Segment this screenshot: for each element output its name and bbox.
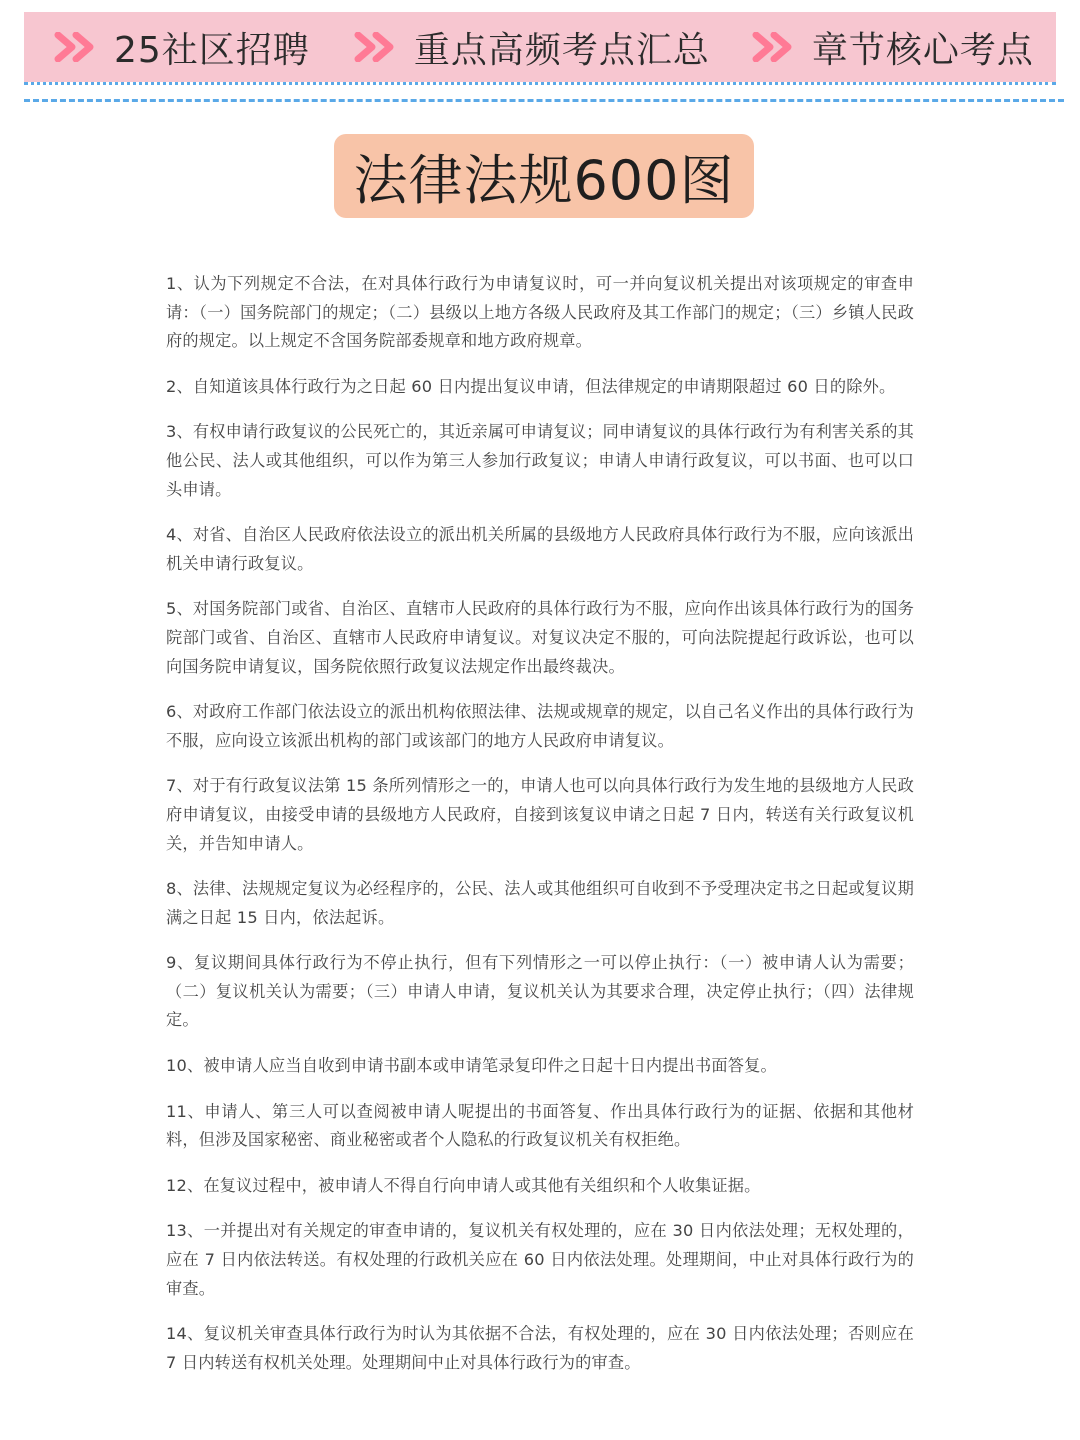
list-item: 8、法律、法规规定复议为必经程序的，公民、法人或其他组织可自收到不予受理决定书之日起或复议期满之日起 15 日内，依法起诉。 <box>166 879 914 927</box>
list-item: 4、对省、自治区人民政府依法设立的派出机关所属的县级地方人民政府具体行政行为不服，应向该派出机关申请行政复议。 <box>166 525 914 573</box>
header-item-chapter <box>752 12 1034 82</box>
list-item: 12、在复议过程中，被申请人不得自行向申请人或其他有关组织和个人收集证据。 <box>166 1175 761 1195</box>
header-dotted-divider <box>24 82 1056 85</box>
list-item: 2、自知道该具体行政行为之日起 60 日内提出复议申请，但法律规定的申请期限超过 60 日的除外。 <box>166 376 896 396</box>
header-dashed-divider <box>24 99 1064 102</box>
list-item: 3、有权申请行政复议的公民死亡的，其近亲属可申请复议；同申请复议的具体行政行为有利害关系的其他公民、法人或其他组织，可以作为第三人参加行政复议；申请人申请行政复议，可以书面、也可以口头申请。 <box>166 422 914 499</box>
list-item: 13、一并提出对有关规定的审查申请的，复议机关有权处理的，应在 30 日内依法处理；无权处理的，应在 7 日内依法转送。有权处理的行政机关应在 60 日内依法处理。处理期间，中止对具体行政行为的审查。 <box>166 1221 914 1298</box>
title-highlight <box>334 134 754 218</box>
list-item: 5、对国务院部门或省、自治区、直辖市人民政府的具体行政行为不服，应向作出该具体行政行为的国务院部门或省、自治区、直辖市人民政府申请复议。对复议决定不服的，可向法院提起行政诉讼，也可以向国务院申请复议，国务院依照行政复议法规定作出最终裁决。 <box>166 599 914 676</box>
content-list <box>166 270 914 1394</box>
list-item: 6、对政府工作部门依法设立的派出机构依照法律、法规或规章的规定，以自己名义作出的具体行政行为不服，应向设立该派出机构的部门或该部门的地方人民政府申请复议。 <box>166 702 914 750</box>
list-item: 10、被申请人应当自收到申请书副本或申请笔录复印件之日起十日内提出书面答复。 <box>166 1056 777 1076</box>
double-chevron-right-icon <box>54 32 98 62</box>
header-banner <box>24 12 1056 82</box>
list-item: 7、对于有行政复议法第 15 条所列情形之一的，申请人也可以向具体行政行为发生地的县级地方人民政府申请复议，由接受申请的县级地方人民政府，自接到该复议申请之日起 7 日内，转送有关行政复议机关，并告知申请人。 <box>166 776 914 853</box>
double-chevron-right-icon <box>752 32 796 62</box>
double-chevron-right-icon <box>354 32 398 62</box>
header-item-label: 章节核心考点 <box>811 29 1034 71</box>
header-item-label: 重点高频考点汇总 <box>413 29 710 71</box>
list-item: 14、复议机关审查具体行政行为时认为其依据不合法，有权处理的，应在 30 日内依法处理；否则应在 7 日内转送有权机关处理。处理期间中止对具体行政行为的审查。 <box>166 1324 914 1372</box>
header-item-label: 25社区招聘 <box>114 29 310 71</box>
page-title: 法律法规600图 <box>353 148 735 212</box>
list-item: 11、申请人、第三人可以查阅被申请人呢提出的书面答复、作出具体行政行为的证据、依据和其他材料，但涉及国家秘密、商业秘密或者个人隐私的行政复议机关有权拒绝。 <box>166 1101 914 1150</box>
header-item-key-points <box>354 12 710 82</box>
list-item: 9、复议期间具体行政行为不停止执行，但有下列情形之一可以停止执行：（一）被申请人认为需要；（二）复议机关认为需要；（三）申请人申请，复议机关认为其要求合理，决定停止执行；（四）法律规定。 <box>166 953 914 1030</box>
list-item: 1、认为下列规定不合法，在对具体行政行为申请复议时，可一并向复议机关提出对该项规定的审查申请：（一）国务院部门的规定；（二）县级以上地方各级人民政府及其工作部门的规定；（三）乡镇人民政府的规定。以上规定不含国务院部委规章和地方政府规章。 <box>166 274 914 351</box>
header-item-recruit <box>54 12 310 82</box>
